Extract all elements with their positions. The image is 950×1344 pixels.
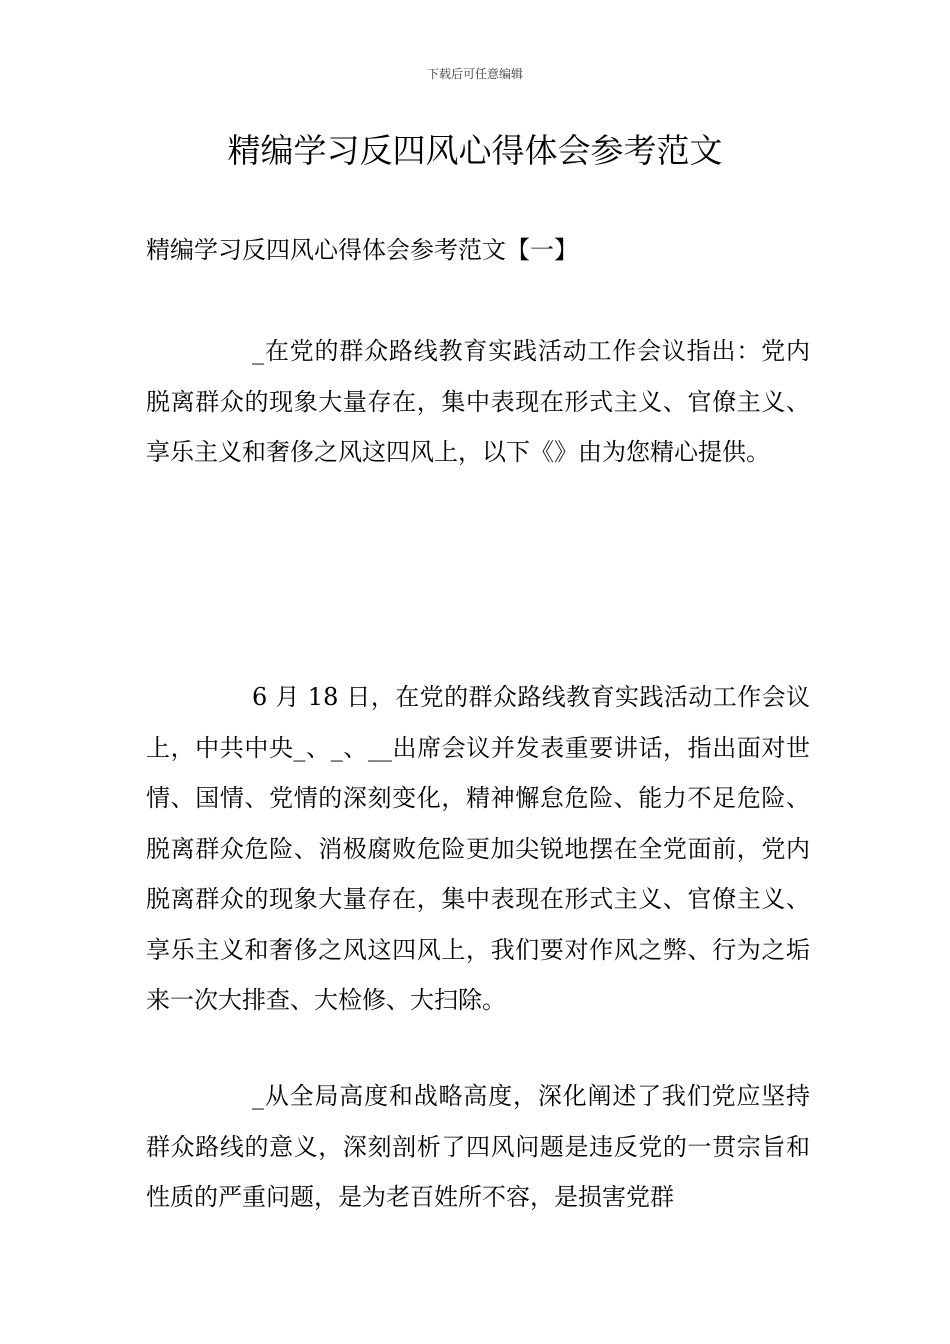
paragraph-3: _从全局高度和战略高度，深化阐述了我们党应坚持群众路线的意义，深刻剖析了四风问题是违反党的一贯宗旨和性质的严重问题，是为老百姓所不容，是损害党群 xyxy=(146,1082,810,1211)
paragraph-2: 6 月 18 日，在党的群众路线教育实践活动工作会议上，中共中央_、_、__出席会议并发表重要讲话，指出面对世情、国情、党情的深刻变化，精神懈怠危险、能力不足危险、脱离群众危险、消极腐败危险更加尖锐地摆在全党面前，党内脱离群众的现象大量存在，集中表现在形式主义、官僚主义、享乐主义和奢侈之风这四风上，我们要对作风之弊、行为之垢来一次大排查、大检修、大扫除。 xyxy=(146,683,810,1014)
section-heading: 精编学习反四风心得体会参考范文【一】 xyxy=(146,236,578,264)
header-note: 下载后可任意编辑 xyxy=(426,67,523,81)
document-title: 精编学习反四风心得体会参考范文 xyxy=(227,131,723,170)
paragraph-1: _在党的群众路线教育实践活动工作会议指出：党内脱离群众的现象大量存在，集中表现在形式主义、官僚主义、享乐主义和奢侈之风这四风上，以下《》由为您精心提供。 xyxy=(146,337,810,466)
